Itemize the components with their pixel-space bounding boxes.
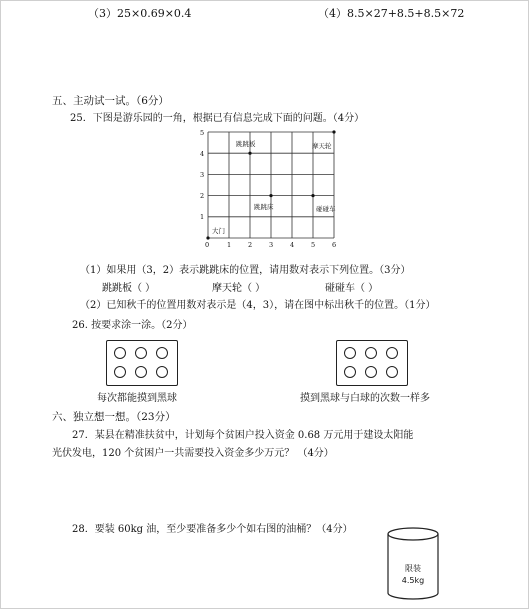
ball-board-right	[336, 340, 408, 386]
barrel-label-1: 限装	[405, 564, 421, 573]
barrel-label-2: 4.5kg	[401, 576, 425, 585]
ball-right-1[interactable]	[344, 347, 356, 359]
problem-item-4: （4）8.5×27+8.5+8.5×72	[318, 7, 465, 20]
question-25-text: 25．下图是游乐园的一角，根据已有信息完成下面的问题。（4分）	[70, 113, 365, 124]
y-tick-1: 1	[200, 213, 205, 221]
x-tick-4: 4	[290, 241, 295, 249]
x-tick-3: 3	[269, 241, 274, 249]
ball-right-3[interactable]	[386, 347, 398, 359]
ball-left-3[interactable]	[156, 347, 168, 359]
y-tick-3: 3	[200, 171, 205, 179]
q25-answer-motianlun: 摩天轮（ ）	[212, 283, 266, 294]
ball-right-6[interactable]	[386, 366, 398, 378]
point-pengpengche	[311, 194, 314, 197]
x-tick-0: 0	[205, 241, 210, 249]
q25-sub2: （2）已知秋千的位置用数对表示是（4，3），请在图中标出秋千的位置。（1分）	[80, 300, 436, 311]
label-tiaotiaochuang: 跳跳床	[254, 203, 274, 211]
ball-left-4[interactable]	[114, 366, 126, 378]
ball-right-5[interactable]	[365, 366, 377, 378]
ball-right-2[interactable]	[365, 347, 377, 359]
problem-item-3: （3）25×0.69×0.4	[88, 7, 192, 20]
q26-caption-right: 摸到黑球与白球的次数一样多	[300, 393, 430, 404]
y-tick-5: 5	[200, 129, 205, 137]
question-26-text: 26. 按要求涂一涂。（2分）	[72, 320, 193, 331]
q25-answer-pengpengche: 碰碰车（ ）	[325, 283, 379, 294]
x-tick-2: 2	[248, 241, 253, 249]
y-tick-4: 4	[200, 150, 205, 158]
ball-board-left	[106, 340, 178, 386]
point-tiaotiaochuang	[269, 194, 272, 197]
label-pengpengche: 碰碰车	[316, 205, 336, 213]
point-tiaotiaoban	[248, 152, 251, 155]
coordinate-grid	[190, 125, 350, 255]
y-tick-2: 2	[200, 192, 205, 200]
label-tiaotiaoban: 跳跳板	[236, 140, 256, 148]
oil-barrel-icon	[386, 527, 440, 601]
ball-left-5[interactable]	[135, 366, 147, 378]
section-6-header: 六、独立想一想。（23分）	[52, 411, 176, 423]
question-28-text: 28．要装 60kg 油，至少要准备多少个如右图的油桶？（4分）	[72, 524, 353, 535]
ball-right-4[interactable]	[344, 366, 356, 378]
label-damen: 大门	[212, 227, 225, 235]
point-damen	[206, 236, 209, 239]
label-motianlun: 摩天轮	[312, 142, 332, 150]
ball-left-2[interactable]	[135, 347, 147, 359]
q25-answer-tiaotiaoban: 跳跳板（ ）	[102, 283, 156, 294]
point-motianlun	[332, 130, 335, 133]
section-5-header: 五、主动试一试。（6分）	[52, 95, 169, 107]
q26-caption-left: 每次都能摸到黑球	[97, 393, 177, 404]
x-tick-1: 1	[227, 241, 232, 249]
ball-left-6[interactable]	[156, 366, 168, 378]
q25-sub1: （1）如果用（3，2）表示跳跳床的位置，请用数对表示下列位置。（3分）	[80, 265, 411, 276]
question-27-line-1: 27．某县在精准扶贫中，计划每个贫困户投入资金 0.68 万元用于建设太阳能	[72, 430, 414, 441]
ball-left-1[interactable]	[114, 347, 126, 359]
x-tick-6: 6	[332, 241, 337, 249]
x-tick-5: 5	[311, 241, 316, 249]
question-27-line-2: 光伏发电，120 个贫困户一共需要投入资金多少万元？ （4分）	[52, 448, 334, 459]
